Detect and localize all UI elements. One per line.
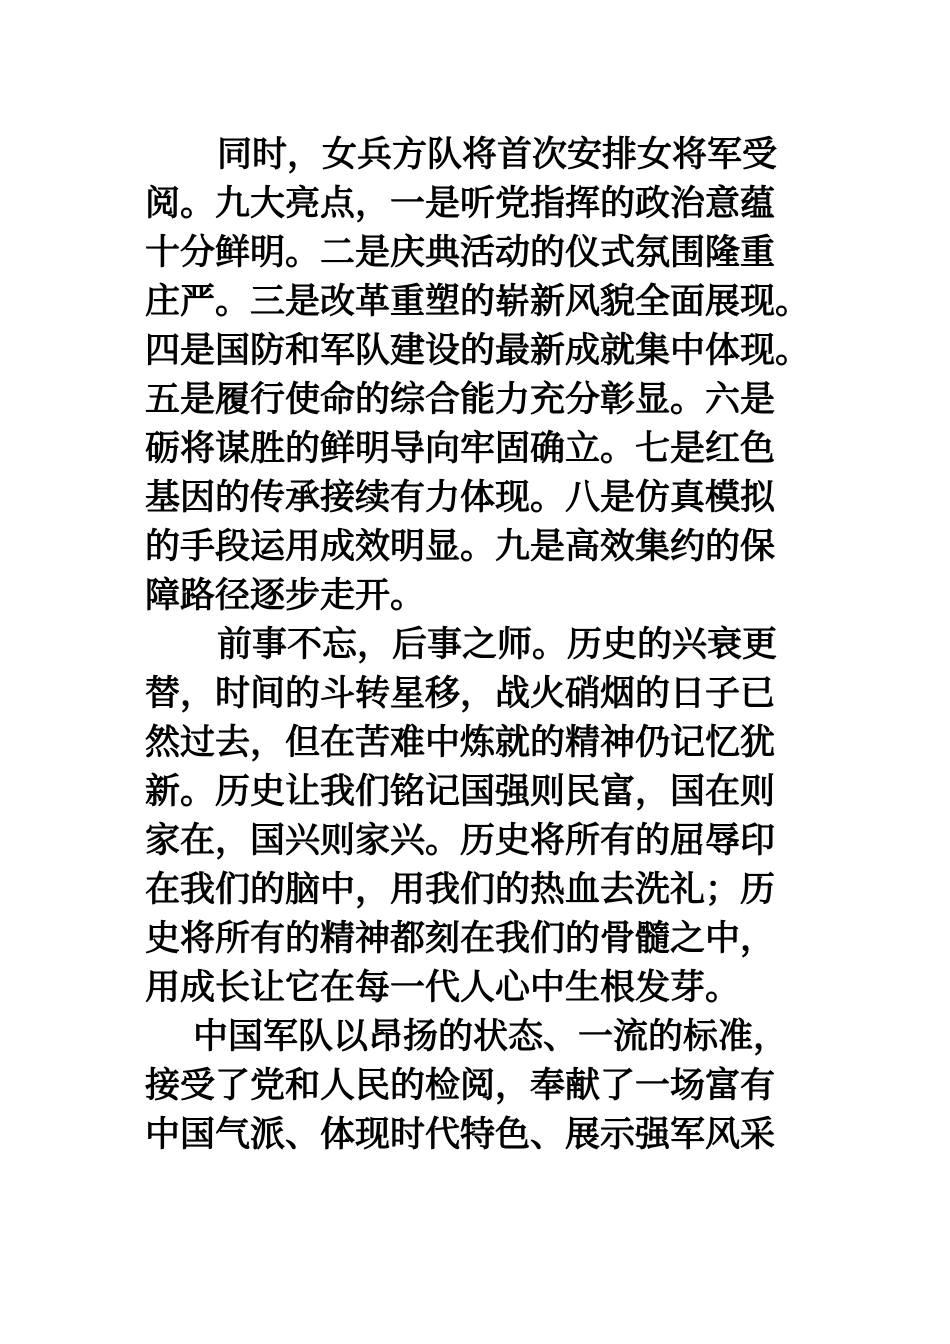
text-line: 五是履行使命的综合能力充分彰显。六是	[145, 380, 776, 420]
document-page	[145, 131, 825, 1160]
text-line: 在我们的脑中，用我们的热血去洗礼；历	[145, 870, 776, 910]
text-line: 中国军队以昂扬的状态、一流的标准，	[193, 1017, 789, 1057]
text-line: 同时，女兵方队将首次安排女将军受	[217, 135, 778, 175]
text-line: 十分鲜明。二是庆典活动的仪式氛围隆重	[145, 233, 776, 273]
text-line: 阅。九大亮点，一是听党指挥的政治意蕴	[145, 184, 776, 224]
text-line: 基因的传承接续有力体现。八是仿真模拟	[145, 478, 776, 518]
text-line: 砺将谋胜的鲜明导向牢固确立。七是红色	[145, 429, 776, 469]
text-line: 用成长让它在每一代人心中生根发芽。	[145, 968, 741, 1008]
text-line: 四是国防和军队建设的最新成就集中体现。	[145, 331, 811, 371]
text-line: 家在，国兴则家兴。历史将所有的屈辱印	[145, 821, 776, 861]
text-line: 前事不忘，后事之师。历史的兴衰更	[217, 625, 778, 665]
text-line: 接受了党和人民的检阅，奉献了一场富有	[145, 1066, 776, 1106]
text-line: 新。历史让我们铭记国强则民富，国在则	[145, 772, 776, 812]
paragraph-1	[145, 131, 825, 621]
paragraph-3	[145, 1013, 825, 1160]
paragraph-2	[145, 621, 825, 1013]
text-line: 庄严。三是改革重塑的崭新风貌全面展现。	[145, 282, 811, 322]
text-line: 替，时间的斗转星移，战火硝烟的日子已	[145, 674, 776, 714]
text-line: 中国气派、体现时代特色、展示强军风采	[145, 1115, 776, 1155]
text-line: 然过去，但在苦难中炼就的精神仍记忆犹	[145, 723, 776, 763]
text-line: 的手段运用成效明显。九是高效集约的保	[145, 527, 776, 567]
text-line: 障路径逐步走开。	[145, 576, 426, 616]
text-line: 史将所有的精神都刻在我们的骨髓之中，	[145, 919, 776, 959]
